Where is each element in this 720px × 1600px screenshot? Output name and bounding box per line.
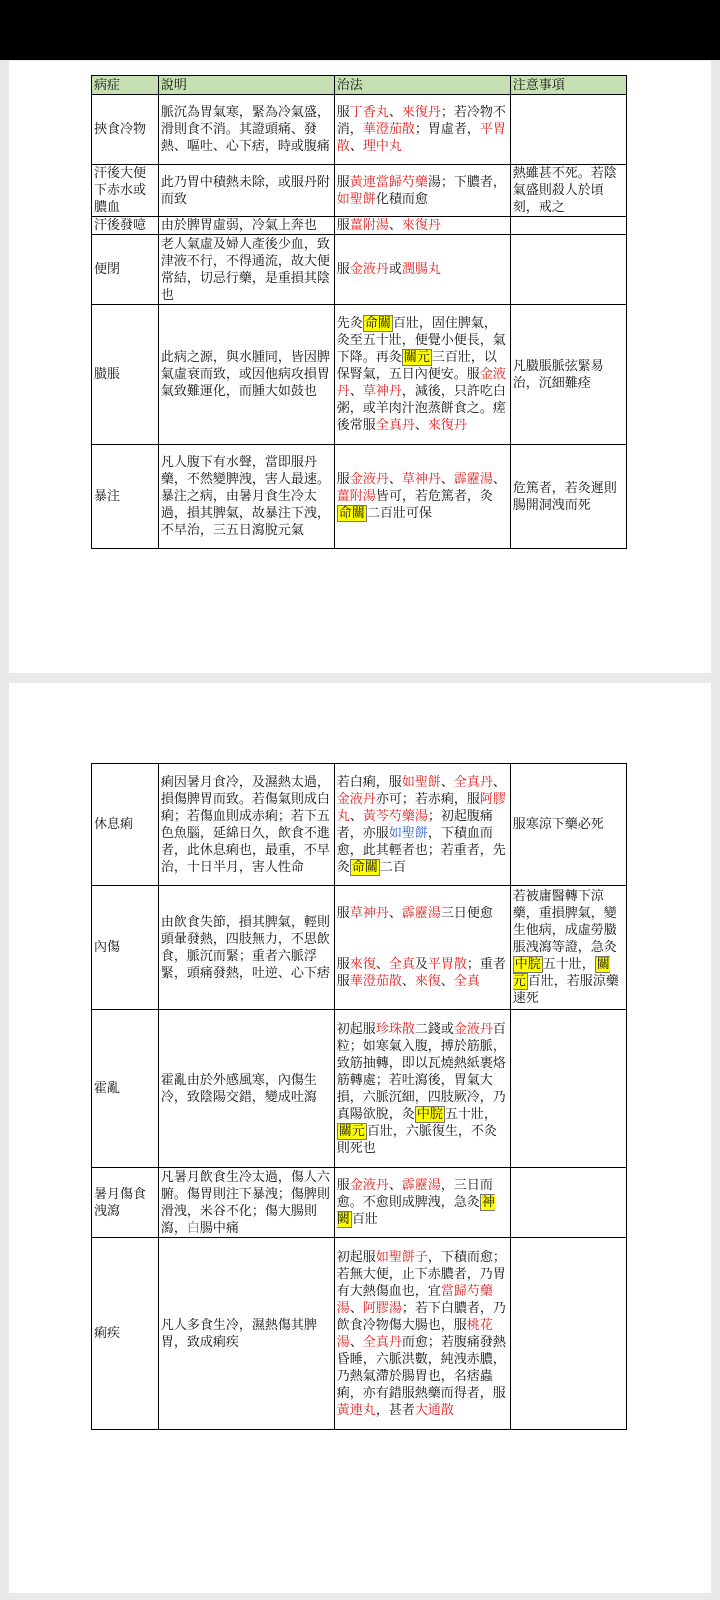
text-run: 服 [336,174,350,190]
remedy-name: 黃連當歸芍藥 [349,174,428,190]
text-run: 湯；下膿者， [427,174,506,190]
text-run: 服 [336,218,350,233]
acupoint-highlight: 命關 [338,506,365,521]
remedy-name: 薑附湯 [349,218,389,233]
disease-cell: 臌脹 [92,305,159,445]
description-cell: 由飲食失節，損其脾氣，輕則頭暈發熱，四肢無力，不思飲食，脈沉而緊；重者六脈浮緊，頭痛發熱，吐逆、心下痞 [158,886,334,1010]
text-run: 若被庸醫轉下涼藥，重損脾氣，變生他病，成虛勞臌脹洩瀉等證，急灸 [512,889,617,955]
remedy-name: 霹靂湯 [453,472,493,487]
remedy-name: 霹靂湯 [401,1178,441,1193]
text-run: 皆可，若危篤者，灸 [375,489,493,504]
text-run: 百壯，若服涼藥速死 [512,974,619,1006]
text-run: 百粒；如寒氣入腹，搏於筋脈，致筋抽轉，即以瓦燒熱紙裹烙筋轉處；若吐瀉後，胃氣大損，六脈沉細，四肢厥冷，乃真陽欲脫，灸 [336,1021,506,1122]
table-row [92,1168,627,1238]
text-run: 二錢或 [414,1021,454,1037]
text-run: 而愈；若腹痛發熱昏睡，六脈洪數，純洩赤膿，乃熱氣滯於腸胃也，名痞蟲痢，亦有錯服熱藥而得者，服 [336,1334,506,1401]
text-run: 五十壯， [542,957,595,972]
remedy-name: 草神丹 [401,472,441,487]
text-run: 百壯 [351,1212,378,1227]
notes-cell: 凡臌脹脈弦緊易治，沉細難痊 [510,305,626,445]
disease-cell: 挾食冷物 [92,95,159,165]
text-run: ；初起腹痛者，亦服 [336,808,493,841]
document-page-1 [9,61,711,673]
notes-cell [510,95,626,165]
treatment-cell [334,1238,510,1430]
remedy-name: 來復丹 [427,418,467,433]
remedy-name: 潤腸丸 [401,262,441,277]
treatment-cell [334,165,510,217]
remedy-name: 黃連丸 [336,1402,376,1418]
table-row [92,764,627,886]
acupoint-highlight: 關元 [512,957,610,989]
text-run: 初起服 [336,1249,376,1265]
table-row [92,95,627,165]
treatment-cell [334,95,510,165]
text-run: 、 [440,774,454,790]
treatment-cell [334,764,510,886]
disease-cell: 霍亂 [92,1010,159,1168]
text-run: 凡暑月飲食生冷太過，傷人六腑。傷胃則注下暴洩；傷脾則滑洩，米谷不化；傷大腸則瀉， [160,1169,330,1236]
acupoint-highlight: 中脘 [416,1106,443,1122]
notes-cell [510,1010,626,1168]
disease-cell: 痢疾 [92,1238,159,1430]
remedy-name: 金液丹 [349,472,389,487]
remedy-name: 全真丹 [453,774,493,790]
status-bar [0,0,720,60]
cell-spacer [337,922,508,956]
remedy-name: 來復丹 [401,218,441,233]
description-cell: 凡人多食生冷，濕熱傷其脾胃，致成痢疾 [158,1238,334,1430]
remedy-name: 平胃散 [427,957,467,972]
remedy-name: 阿膠丸 [336,791,506,824]
table-row [92,165,627,217]
table-row [92,1010,627,1168]
text-run: ，減後，只許吃白粥，或羊肉汁泡蒸餅食之。瘥後常服 [336,384,506,433]
text-run: 百壯，固住脾氣，灸至五十壯，便覺小便長，氣下降。再灸 [336,316,506,365]
text-run: 化積而愈 [375,191,428,207]
text-run: 服 [336,262,350,277]
text-run: 若白痢，服 [336,774,402,790]
text-run: 二百 [379,859,406,875]
symptom-table-1 [91,75,627,549]
text-run: 、 [388,906,402,921]
treatment-cell [334,1010,510,1168]
remedy-name: 如聖餅 [401,774,441,790]
table-row [92,445,627,549]
document-page-2 [9,683,711,1593]
header-disease: 病症 [92,76,159,95]
acupoint-highlight: 神闕 [336,1195,495,1227]
acupoint-highlight: 關元 [338,1123,365,1139]
text-run: 服 [336,1178,350,1193]
remedy-name: 薑附湯 [336,489,376,504]
remedy-name: 桃花湯 [336,1317,493,1350]
text-run: 、 [388,218,402,233]
text-run: 五十壯， [444,1106,497,1122]
remedy-name: 金液丹 [336,791,376,807]
disease-cell: 汗後大便下赤水或膿血 [92,165,159,217]
text-run: 百壯，六脈復生，不灸則死也 [336,1123,497,1156]
text-run: 、 [388,472,402,487]
text-run: ，三日而愈。不愈則成脾洩，急灸 [336,1178,493,1210]
disease-cell: 便閉 [92,235,159,305]
notes-cell: 熱雖甚不死。若陰氣盛則殺人於頃刻，戒之 [510,165,626,217]
text-run: 腸中痛 [199,1220,239,1236]
notes-cell [510,235,626,305]
symptom-table-2 [91,763,627,1430]
remedy-name: 金液丹 [453,1021,493,1037]
treatment-cell [334,1168,510,1238]
disease-cell: 暑月傷食洩瀉 [92,1168,159,1238]
text-run: 初起服 [336,1021,376,1037]
remedy-name: 丁香丸 [349,105,389,120]
header-treatment: 治法 [334,76,510,95]
text-run: 、 [388,105,402,120]
remedy-name: 全真 [453,974,480,989]
remedy-name: 阿膠湯 [362,1300,402,1316]
text-run: 亦可；若赤痢，服 [375,791,480,807]
text-run: 、 [388,1178,402,1193]
acupoint-highlight: 關元 [403,350,430,365]
text-run: 、 [492,774,506,790]
notes-cell [510,886,626,1010]
remedy-name: 大通散 [414,1402,454,1418]
remedy-name: 草神丹 [362,384,402,399]
remedy-name: 來復丹 [401,105,441,120]
remedy-name: 草神丹 [349,906,389,921]
acupoint-highlight: 中脘 [514,957,541,972]
table-row [92,235,627,305]
remedy-name: 霹靂湯 [401,906,441,921]
text-run: ；胃虛者， [414,122,480,137]
remedy-name: 珍珠散 [375,1021,415,1037]
notes-cell: 危篤者，若灸遲則腸開洞洩而死 [510,445,626,549]
disease-cell: 內傷 [92,886,159,1010]
text-run: 、 [349,1334,363,1350]
description-cell: 痢因暑月食冷，及濕熱太過，損傷脾胃而致。若傷氣則成白痢；若傷血則成赤痢；若下五色魚腦，延綿日久，飲食不進者，此休息痢也，最重，不早治，十日半月，害人性命 [158,764,334,886]
remedy-name: 華澄茄散 [349,974,402,989]
table-row [92,217,627,235]
description-cell: 凡人腹下有水聲，當即服丹藥，不然變脾洩，害人最速。暴注之病，由暑月食生冷太過，損其脾氣，故暴注下洩，不早治，三五日瀉脫元氣 [158,445,334,549]
notes-cell [510,1168,626,1238]
remedy-name: 如聖餅子 [375,1249,428,1265]
remedy-name: 全真丹 [362,1334,402,1350]
text-run: 三日便愈 [440,906,493,921]
treatment-cell [334,886,510,1010]
header-notes: 注意事項 [510,76,626,95]
treatment-cell [334,445,510,549]
text-run: ，下積血而愈，此其輕者也；若重者，先灸 [336,825,506,875]
text-run: 、 [349,139,363,154]
text-run: 服 [336,472,350,487]
text-run: 二百壯可保 [366,506,432,521]
disease-cell: 汗後發噫 [92,217,159,235]
remedy-name: 來復 [414,974,441,989]
table-row [92,1238,627,1430]
remedy-name: 全真 [388,957,415,972]
treatment-cell [334,305,510,445]
text-run: 服 [336,105,350,120]
remedy-name: 全真丹 [375,418,415,433]
remedy-name: 金液丹 [349,262,389,277]
acupoint-highlight: 命關 [364,316,391,331]
description-cell: 此病之源，與水腫同，皆因脾氣虛衰而致，或因他病攻損胃氣致難運化，而腫大如鼓也 [158,305,334,445]
text-run: 、 [492,472,506,487]
description-cell [158,1168,334,1238]
acupoint-highlight: 命關 [351,859,378,875]
remedy-name: 平胃散 [336,122,506,154]
text-run: 、 [349,808,363,824]
text-run: 先灸 [336,316,363,331]
text-run: 、 [401,974,415,989]
remedy-name: 金液丹 [336,367,506,399]
text-run: 或 [388,262,402,277]
text-run: 、 [414,418,428,433]
description-cell: 由於脾胃虛弱，冷氣上奔也 [158,217,334,235]
notes-cell [510,1238,626,1430]
text-run: ，下積而愈；若無大便，止下赤膿者，乃胃有大熱傷血也，宜 [336,1249,506,1299]
notes-cell [510,217,626,235]
remedy-name: 白 [186,1220,200,1236]
text-run: 及 [414,957,428,972]
remedy-name: 來復 [349,957,376,972]
remedy-name: 當歸芍藥湯 [336,1283,493,1316]
header-description: 說明 [158,76,334,95]
table-row [92,305,627,445]
table-row [92,886,627,1010]
description-cell: 此乃胃中積熱未除，或服丹附而致 [158,165,334,217]
text-run: 、 [349,384,363,399]
disease-cell: 休息痢 [92,764,159,886]
remedy-name: 華澄茄散 [362,122,415,137]
remedy-name: 黃芩芍藥湯 [362,808,428,824]
text-run: 、 [349,1300,363,1316]
text-run: 、 [375,957,389,972]
remedy-name: 金液丹 [349,1178,389,1193]
treatment-cell [334,217,510,235]
remedy-name: 理中丸 [362,139,402,154]
text-run: ；若冷物不消， [336,105,506,137]
description-cell: 霍亂由於外感風寒，內傷生冷，致陰陽交錯，變成吐瀉 [158,1010,334,1168]
text-run: 三百壯，以保腎氣，五日內便安。服 [336,350,497,382]
notes-cell: 服寒涼下藥必死 [510,764,626,886]
description-cell: 脈沉為胃氣寒，緊為冷氣盛，滑則食不消。其證頭痛、發熱、嘔吐、心下痞，時或腹痛 [158,95,334,165]
text-run: ；重者服 [336,957,506,989]
remedy-name: 如聖餅 [336,191,376,207]
text-run: 、 [440,974,454,989]
table-header-row [92,76,627,95]
description-cell: 老人氣虛及婦人產後少血，致津液不行，不得通流，故大便常結，切忌行藥，是重損其陰也 [158,235,334,305]
text-run: ，甚者 [375,1402,415,1418]
text-run: ；若下白膿者，乃飲食冷物傷大腸也，服 [336,1300,506,1333]
text-run: 服 [336,957,350,972]
remedy-name: 如聖餅 [388,825,428,841]
text-run: 服 [336,906,350,921]
disease-cell: 暴注 [92,445,159,549]
text-run: 、 [440,472,454,487]
treatment-cell [334,235,510,305]
